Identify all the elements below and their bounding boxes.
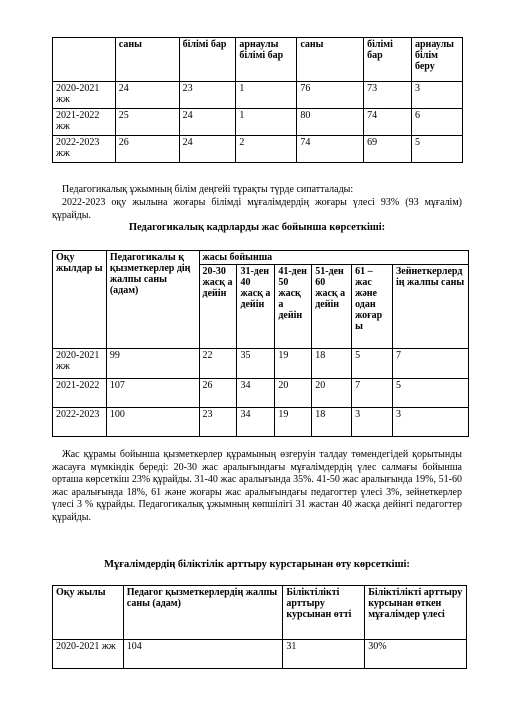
table-cell: 3 [392,408,468,437]
table-row [53,640,467,669]
table-cell: 2020-2021 жж [53,82,116,109]
table-row [53,408,469,437]
table-cell: 19 [275,349,312,379]
header-cell: арнаулы білім беру [412,38,463,82]
paragraph: 2022-2023 оқу жылына жоғары білімді мұғалімдердің жоғары үлесі 93% (93 мұғалім) құрайды. [52,197,462,221]
table-cell: 31 [283,640,365,669]
header-cell: білімі бар [179,38,236,82]
table-cell: 5 [352,349,393,379]
table-cell: 23 [199,408,237,437]
table-cell: 2022-2023 [53,408,107,437]
table-cell: 1 [236,109,297,136]
header-cell: саны [115,38,179,82]
table-cell: 100 [106,408,199,437]
table-row [53,349,469,379]
table-cell: 99 [106,349,199,379]
table-cell: 7 [392,349,468,379]
header-cell: Педагогикалы қ қызметкерлер дің жалпы саны (адам) [106,251,199,349]
header-cell: Біліктілікті арттыру курсынан өткен мұғалімдер үлесі [365,586,467,640]
education-table [52,37,463,163]
table-cell: 80 [297,109,364,136]
table-cell: 35 [237,349,275,379]
paragraph: Жас құрамы бойынша қызметкерлер құрамының өзгеруін талдау төмендегідей қорытынды жасауға мүмкіндік береді: 20-30 жас аралығындағы мұғалімдердің үлес салмағы бойынша орташа көрсеткіш 23% құрайды. 31-40 жас аралығында 35%. 41-50 жас аралығында 19%, 51-60 жас аралығында 18%, 61 және жоғары жас аралығындағы педагогтер үлесі 3%, зейнеткерлер үлесі 3 % құрайды. Педагогикалық ұжымның көпшілігі 31 жастан 40 жасқа дейінгі педагогтер құрайды. [52,449,462,523]
table-cell: 107 [106,379,199,408]
header-cell: 41-ден 50 жасқ а дейін [275,265,312,349]
table-cell: 76 [297,82,364,109]
table-cell: 25 [115,109,179,136]
header-cell: 20-30 жасқ а дейін [199,265,237,349]
table-cell: 18 [312,349,352,379]
table-cell: 24 [179,136,236,163]
table-cell: 5 [412,136,463,163]
table-row [53,109,463,136]
section-heading: Педагогикалық кадрларды жас бойынша көрсеткіші: [128,222,386,233]
header-cell: жасы бойынша [199,251,468,265]
header-cell [53,38,116,82]
table-cell: 2022-2023 жж [53,136,116,163]
table-cell: 34 [237,379,275,408]
table-cell: 34 [237,408,275,437]
table-cell: 1 [236,82,297,109]
header-cell: Зейнеткерлерд ің жалпы саны [392,265,468,349]
table-cell: 104 [123,640,283,669]
table-cell: 30% [365,640,467,669]
header-cell: 51-ден 60 жасқ а дейін [312,265,352,349]
table-cell: 3 [352,408,393,437]
table-cell: 26 [115,136,179,163]
table-cell: 23 [179,82,236,109]
table-row [53,82,463,109]
table-row [53,379,469,408]
table-cell: 22 [199,349,237,379]
header-cell: арнаулы білімі бар [236,38,297,82]
section-heading: Мұғалімдердің біліктілік арттыру курстарынан өту көрсеткіші: [104,559,410,570]
header-cell: Оқу жылы [53,586,124,640]
table-cell: 18 [312,408,352,437]
header-cell: білімі бар [364,38,412,82]
table-header-row [53,251,469,265]
courses-table [52,585,467,669]
table-cell: 7 [352,379,393,408]
header-cell: 61 – жас және одан жоғар ы [352,265,393,349]
table-cell: 6 [412,109,463,136]
table-cell: 5 [392,379,468,408]
table-cell: 2 [236,136,297,163]
table-cell: 24 [115,82,179,109]
header-cell: Оқу жылдар ы [53,251,107,349]
table-cell: 24 [179,109,236,136]
header-cell: Біліктілікті арттыру курсынан өтті [283,586,365,640]
table-cell: 73 [364,82,412,109]
table-header-row [53,38,463,82]
table-cell: 74 [297,136,364,163]
table-header-row [53,586,467,640]
table-cell: 2021-2022 жж [53,109,116,136]
age-table [52,250,469,437]
header-cell: 31-ден 40 жасқ а дейін [237,265,275,349]
table-row [53,136,463,163]
header-cell: саны [297,38,364,82]
table-cell: 20 [275,379,312,408]
table-cell: 69 [364,136,412,163]
table-cell: 74 [364,109,412,136]
table-cell: 2021-2022 [53,379,107,408]
table-cell: 19 [275,408,312,437]
header-cell: Педагог қызметкерлердің жалпы саны (адам) [123,586,283,640]
table-cell: 26 [199,379,237,408]
table-cell: 2020-2021 жж [53,349,107,379]
paragraph: Педагогикалық ұжымның білім деңгейі тұрақты түрде сипатталады: [62,184,354,195]
table-cell: 2020-2021 жж [53,640,124,669]
table-cell: 3 [412,82,463,109]
table-cell: 20 [312,379,352,408]
